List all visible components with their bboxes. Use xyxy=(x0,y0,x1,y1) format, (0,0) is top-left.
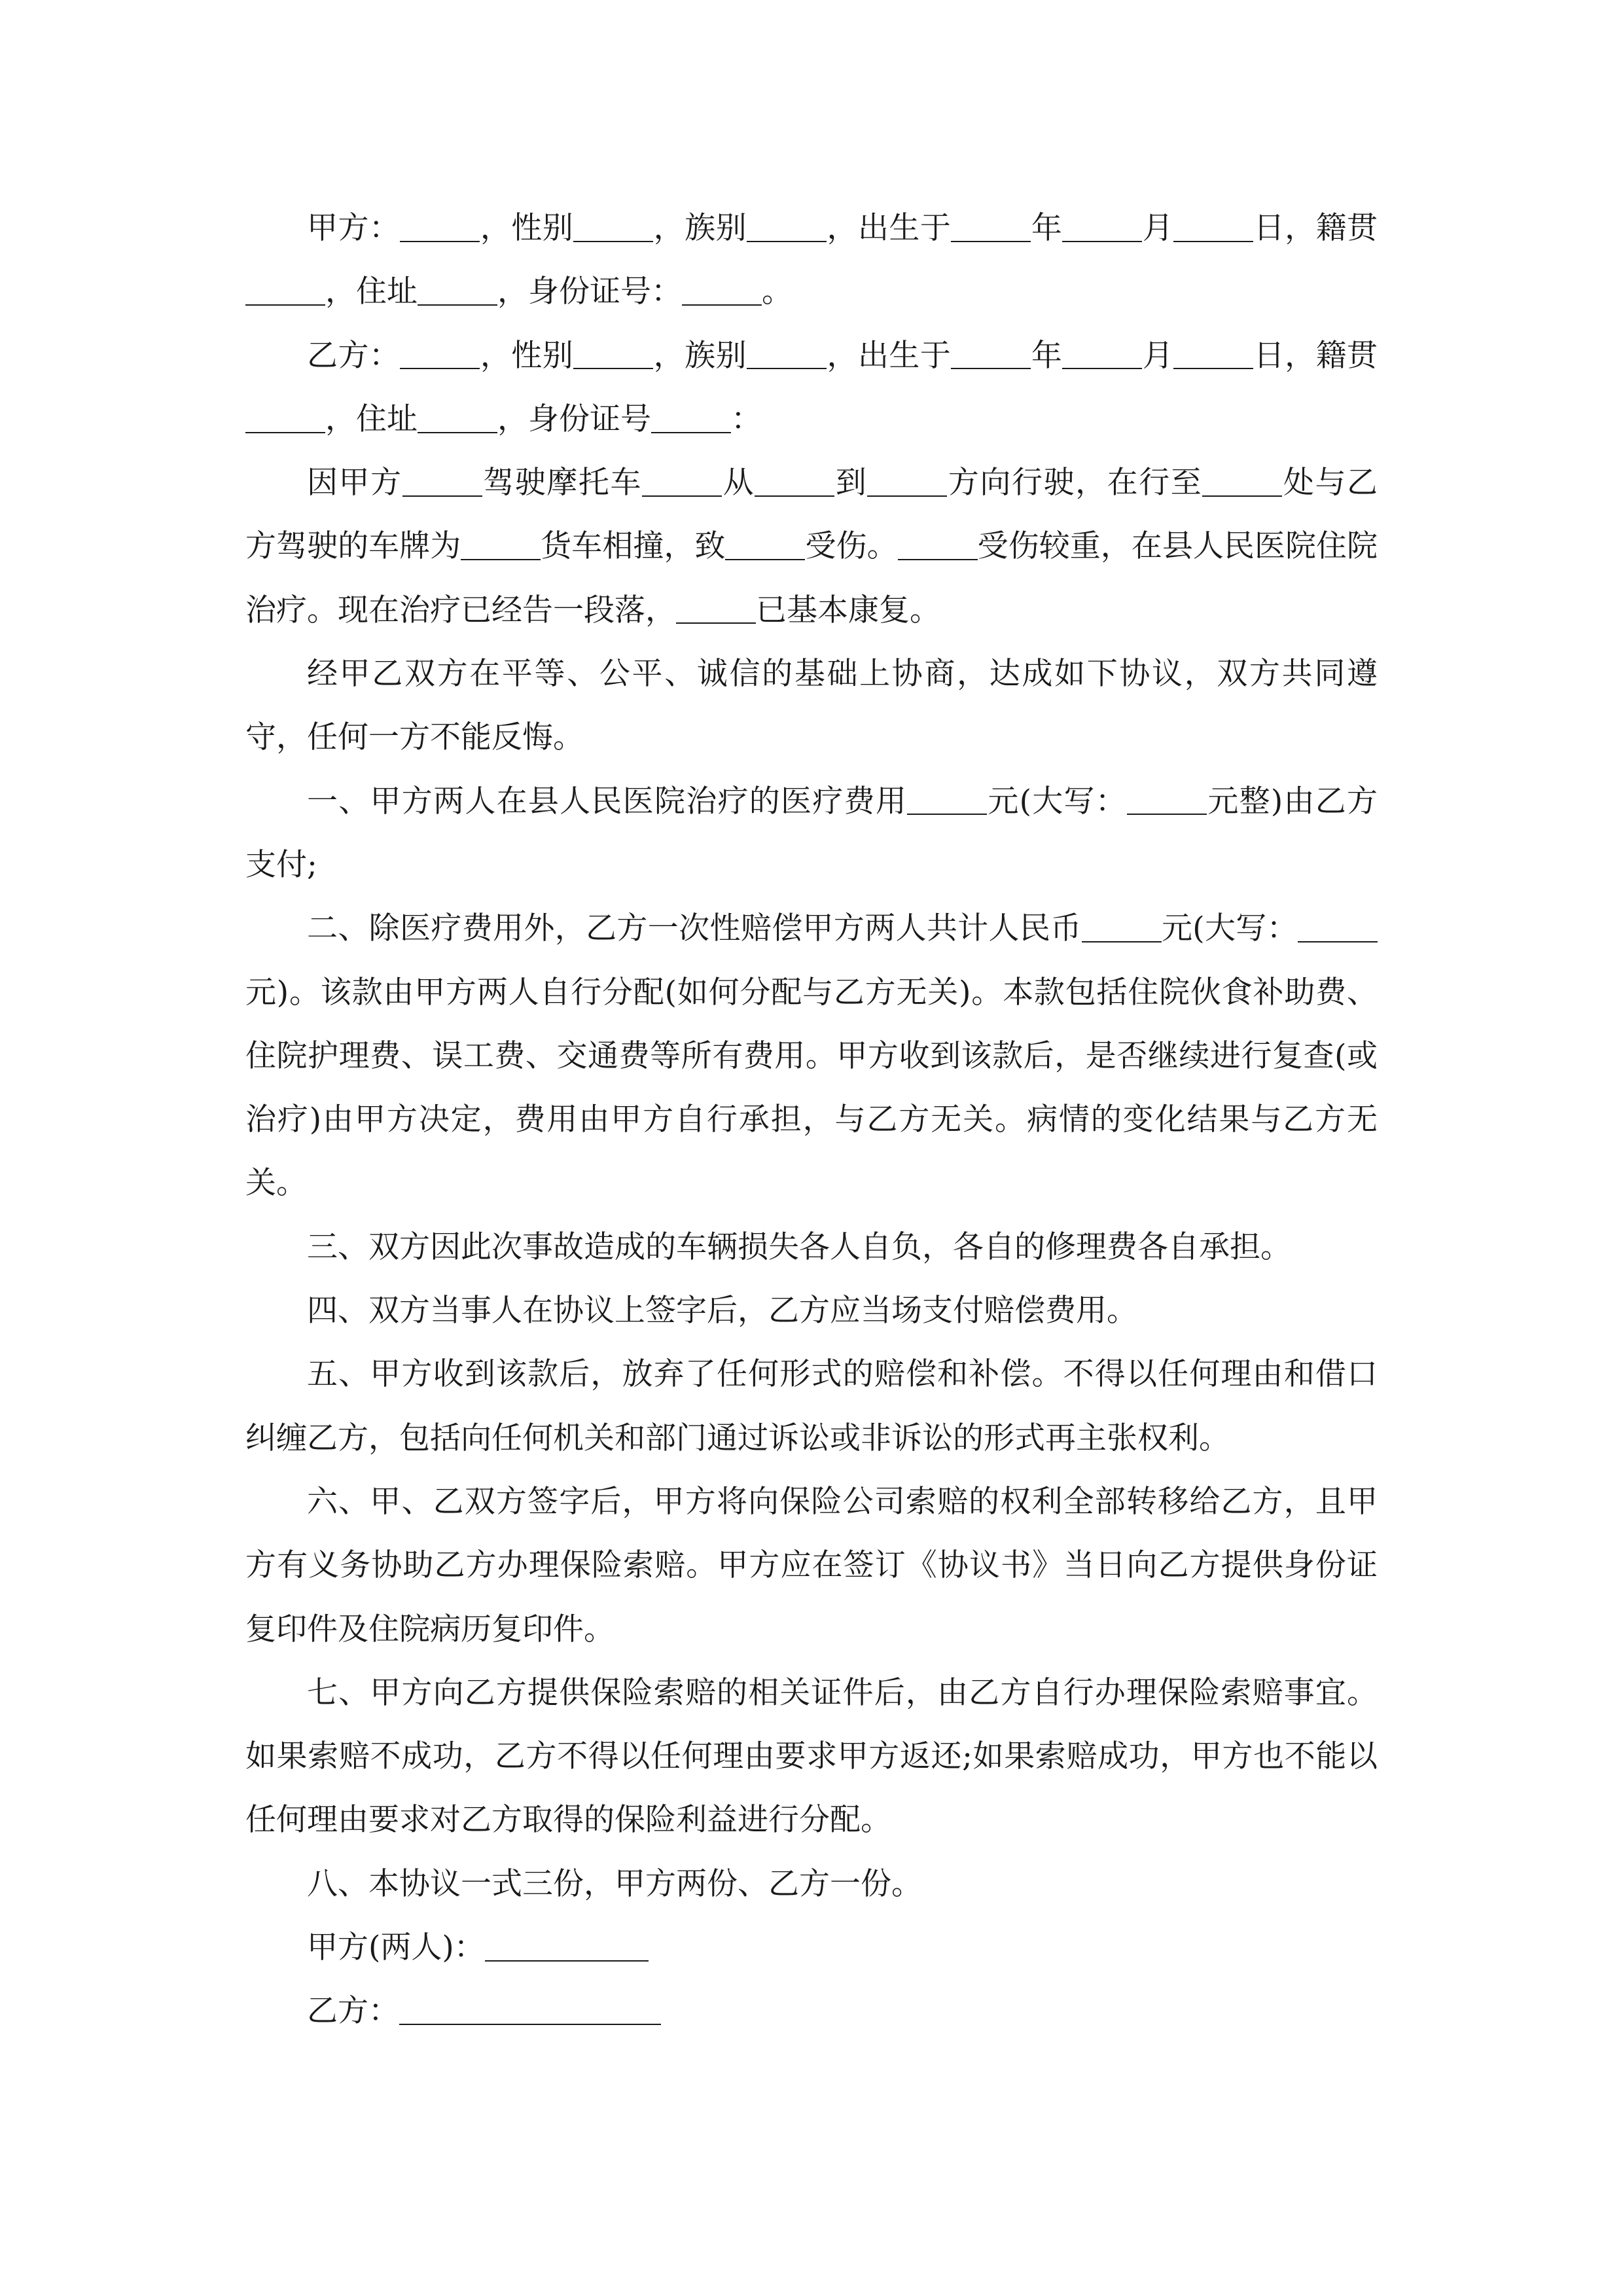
text-run: 元)。该款由甲方两人自行分配(如何分配与乙方无关)。本款包括住院伙食补助费、住院护理费、误工费、交通费等所有费用。甲方收到该款后，是否继续进行复查(或治疗)由甲方决定，费用由甲方自行承担，与乙方无关。病情的变化结果与乙方无关。 xyxy=(245,974,1378,1202)
ethnicity-label: ，族别 xyxy=(653,210,747,246)
blank-field[interactable] xyxy=(1062,337,1142,369)
blank-field[interactable] xyxy=(418,274,497,306)
party-a-label: 甲方： xyxy=(307,210,401,246)
text-run: 从 xyxy=(722,465,755,501)
blank-field[interactable] xyxy=(1173,337,1253,369)
blank-field[interactable] xyxy=(1202,465,1282,497)
blank-field[interactable] xyxy=(898,528,978,560)
accident-description xyxy=(245,451,1378,642)
text-run: 到 xyxy=(834,465,868,501)
birth-label: ，出生于 xyxy=(827,210,952,246)
day-label: 日，籍贯 xyxy=(1253,337,1378,374)
blank-field[interactable] xyxy=(573,210,653,242)
blank-field[interactable] xyxy=(676,592,756,624)
year-label: 年 xyxy=(1031,210,1063,246)
gender-label: ，性别 xyxy=(480,337,574,374)
agreement-intro: 经甲乙双方在平等、公平、诚信的基础上协商，达成如下协议，双方共同遵守，任何一方不能反悔。 xyxy=(245,656,1378,756)
address-label: ，住址 xyxy=(325,401,418,437)
punctuation: 。 xyxy=(762,274,793,310)
clause-8: 八、本协议一式三份，甲方两份、乙方一份。 xyxy=(307,1865,922,1902)
blank-field[interactable] xyxy=(907,783,987,815)
month-label: 月 xyxy=(1142,337,1174,374)
id-number-label: ，身份证号 xyxy=(497,401,651,437)
blank-field[interactable] xyxy=(682,274,762,306)
blank-field[interactable] xyxy=(1062,210,1142,242)
text-run: 受伤较重，在县人民医院住院治疗。现在治疗已经告一段落， xyxy=(245,528,1378,628)
address-label: ，住址 xyxy=(325,274,418,310)
blank-field[interactable] xyxy=(1298,910,1378,942)
blank-field[interactable] xyxy=(651,401,731,433)
year-label: 年 xyxy=(1031,337,1063,374)
party-b-label: 乙方： xyxy=(307,337,401,374)
signature-party-a xyxy=(245,1916,1378,1979)
blank-field[interactable] xyxy=(1082,910,1162,942)
blank-field[interactable] xyxy=(418,401,497,433)
blank-field[interactable] xyxy=(867,465,947,497)
text-run: 元(大写： xyxy=(1161,910,1298,947)
blank-field[interactable] xyxy=(1173,210,1253,242)
blank-field[interactable] xyxy=(951,210,1031,242)
clause-3: 三、双方因此次事故造成的车辆损失各人自负，各自的修理费各自承担。 xyxy=(307,1229,1291,1265)
clause-5: 五、甲方收到该款后，放弃了任何形式的赔偿和补偿。不得以任何理由和借口纠缠乙方，包括向任何机关和部门通过诉讼或非诉讼的形式再主张权利。 xyxy=(245,1356,1378,1456)
month-label: 月 xyxy=(1142,210,1174,246)
clause-1 xyxy=(245,770,1378,897)
text-run: 方向行驶，在行至 xyxy=(947,465,1203,501)
blank-field[interactable] xyxy=(400,210,480,242)
blank-field[interactable] xyxy=(400,337,480,369)
text-run: 元(大写： xyxy=(987,783,1128,819)
blank-field[interactable] xyxy=(642,465,722,497)
clause-4: 四、双方当事人在协议上签字后，乙方应当场支付赔偿费用。 xyxy=(307,1293,1137,1329)
id-number-label: ，身份证号： xyxy=(497,274,682,310)
day-label: 日，籍贯 xyxy=(1253,210,1378,246)
signature-label: 乙方： xyxy=(307,1993,399,2030)
gender-label: ，性别 xyxy=(480,210,574,246)
signature-field[interactable] xyxy=(485,1929,649,1962)
clause-2 xyxy=(245,897,1378,1215)
punctuation: ： xyxy=(731,401,762,437)
blank-field[interactable] xyxy=(1127,783,1207,815)
text-run: 二、除医疗费用外，乙方一次性赔偿甲方两人共计人民币 xyxy=(307,910,1082,947)
signature-label: 甲方(两人)： xyxy=(307,1929,485,1966)
birth-label: ，出生于 xyxy=(827,337,952,374)
blank-field[interactable] xyxy=(725,528,805,560)
ethnicity-label: ，族别 xyxy=(653,337,747,374)
text-run: 受伤。 xyxy=(805,528,898,565)
blank-field[interactable] xyxy=(951,337,1031,369)
blank-field[interactable] xyxy=(402,465,482,497)
text-run: 驾驶摩托车 xyxy=(482,465,643,501)
clause-7: 七、甲方向乙方提供保险索赔的相关证件后，由乙方自行办理保险索赔事宜。如果索赔不成功，乙方不得以任何理由要求甲方返还;如果索赔成功，甲方也不能以任何理由要求对乙方取得的保险利益进行分配。 xyxy=(245,1674,1378,1839)
blank-field[interactable] xyxy=(461,528,541,560)
blank-field[interactable] xyxy=(747,210,827,242)
text-run: 货车相撞，致 xyxy=(541,528,726,565)
text-run: 已基本康复。 xyxy=(756,592,940,628)
signature-party-b xyxy=(245,1979,1378,2043)
party-a-info xyxy=(245,196,1378,324)
text-run: 因甲方 xyxy=(307,465,402,501)
blank-field[interactable] xyxy=(245,401,325,433)
text-run: 元整)由乙方支付; xyxy=(245,783,1378,883)
blank-field[interactable] xyxy=(245,274,325,306)
document-body xyxy=(245,196,1378,2043)
blank-field[interactable] xyxy=(747,337,827,369)
text-run: 一、甲方两人在县人民医院治疗的医疗费用 xyxy=(307,783,908,819)
signature-field[interactable] xyxy=(399,1993,661,2025)
party-b-info xyxy=(245,324,1378,452)
clause-6: 六、甲、乙双方签字后，甲方将向保险公司索赔的权利全部转移给乙方，且甲方有义务协助乙方办理保险索赔。甲方应在签订《协议书》当日向乙方提供身份证复印件及住院病历复印件。 xyxy=(245,1483,1378,1647)
blank-field[interactable] xyxy=(755,465,834,497)
blank-field[interactable] xyxy=(573,337,653,369)
text-run: 处与乙方驾驶的车牌为 xyxy=(245,465,1378,565)
